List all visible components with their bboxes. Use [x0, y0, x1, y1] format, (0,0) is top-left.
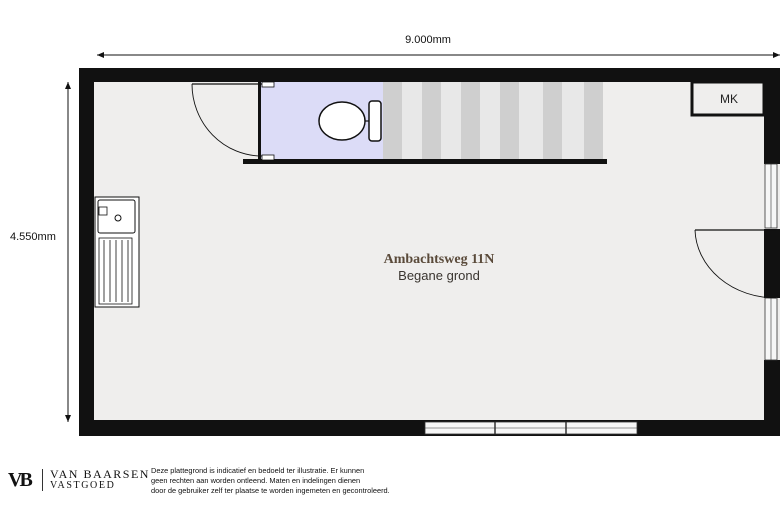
disclaimer-line: Deze plattegrond is indicatief en bedoeld ter illustratie. Er kunnen	[151, 466, 365, 475]
brand-name	[50, 468, 150, 492]
right-window-upper	[765, 164, 777, 228]
inner-wall	[243, 159, 607, 164]
brand-line1: VAN BAARSEN	[50, 467, 150, 481]
right-window-lower	[765, 298, 777, 360]
stairs	[383, 82, 603, 159]
room-title: Ambachtsweg 11N	[383, 252, 495, 267]
sink-icon	[95, 197, 139, 307]
logo-mark: VB	[8, 468, 30, 491]
width-label: 9.000mm	[405, 34, 451, 46]
disclaimer-line: door de gebruiker zelf ter plaatse te worden ingemeten en gecontroleerd.	[151, 486, 390, 495]
brand-line2: VASTGOED	[50, 480, 116, 491]
room-subtitle: Begane grond	[398, 268, 480, 283]
disclaimer-line: geen rechten aan worden ontleend. Maten en indelingen dienen	[151, 476, 361, 485]
height-label: 4.550mm	[10, 231, 56, 243]
bottom-windows	[425, 422, 637, 434]
brand-logo	[8, 468, 150, 492]
logo-separator	[42, 469, 43, 491]
disclaimer	[151, 466, 411, 496]
meter-cupboard	[692, 82, 764, 115]
toilet-icon	[319, 101, 381, 141]
meter-cupboard-label: MK	[720, 92, 738, 106]
width-dimension	[97, 34, 780, 58]
height-dimension	[10, 82, 71, 422]
